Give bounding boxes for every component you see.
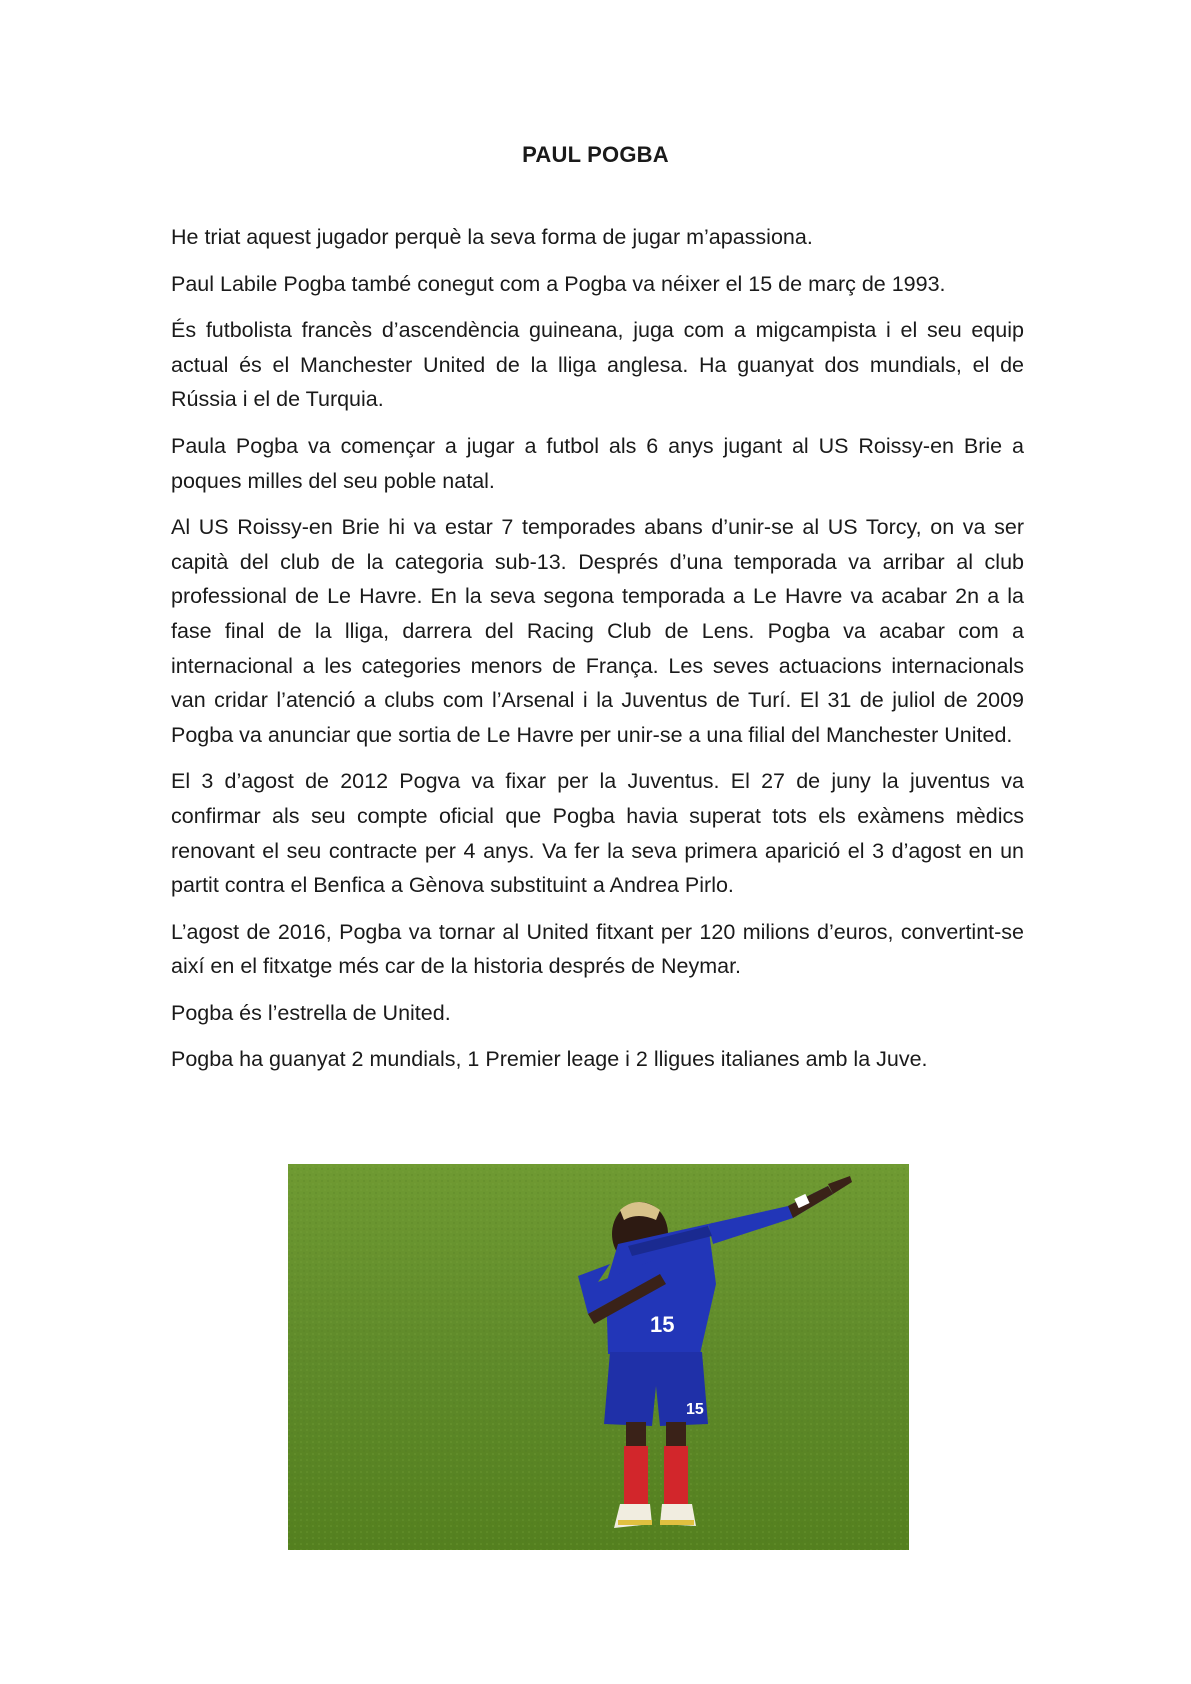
paragraph-return-united: L’agost de 2016, Pogba va tornar al United fitxant per 120 milions d’euros, convertint-se així en el fitxatge més car de la historia després de Neymar. [171, 919, 1024, 979]
jersey-number: 15 [650, 1312, 675, 1337]
page-title: PAUL POGBA [522, 142, 669, 167]
article-body [171, 220, 1024, 1089]
paragraph-intro: He triat aquest jugador perquè la seva forma de jugar m’apassiona. [171, 225, 813, 249]
paragraph-juventus: El 3 d’agost de 2012 Pogva va fixar per la Juventus. El 27 de juny la juventus va confirmar als seu compte oficial que Pogba havia superat tots els exàmens mèdics renovant el seu contracte per 4 anys. Va fer la seva primera aparició el 3 d’agost en un partit contra el Benfica a Gènova substituint a Andrea Pirlo. [171, 769, 1024, 898]
paragraph-star: Pogba és l’estrella de United. [171, 1000, 451, 1025]
paragraph-birth: Paul Labile Pogba també conegut com a Pogba va néixer el 15 de març de 1993. [171, 271, 946, 296]
paragraph-position: És futbolista francès d’ascendència guineana, juga com a migcampista i el seu equip actual és el Manchester United de la lliga anglesa. Ha guanyat dos mundials, el de Rússia i el de Turquia. [171, 318, 1024, 412]
player-photo [288, 1164, 909, 1550]
paragraph-youth-clubs: Al US Roissy-en Brie hi va estar 7 temporades abans d’unir-se al US Torcy, on va ser capità del club de la categoria sub-13. Després d’una temporada va arribar al club professional de Le Havre. En la seva segona temporada a Le Havre va acabar 2n a la fase final de la lliga, darrera del Racing Club de Lens. Pogba va acabar com a internacional a les categories menors de França. Les seves actuacions internacionals van cridar l’atenció a clubs com l’Arsenal i la Juventus de Turí. El 31 de juliol de 2009 Pogba va anunciar que sortia de Le Havre per unir-se a una filial del Manchester United. [171, 515, 1024, 747]
paragraph-trophies: Pogba ha guanyat 2 mundials, 1 Premier leage i 2 lligues italianes amb la Juve. [171, 1047, 928, 1072]
shorts-number: 15 [686, 1401, 704, 1418]
paragraph-early-career: Paula Pogba va començar a jugar a futbol als 6 anys jugant al US Roissy-en Brie a poques milles del seu poble natal. [171, 433, 1024, 493]
